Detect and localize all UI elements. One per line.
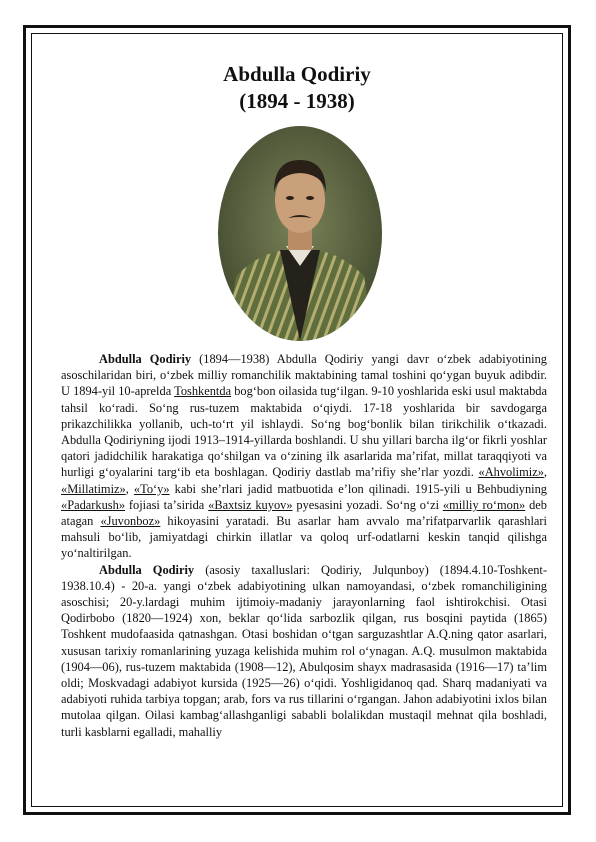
text-span: (asosiy taxalluslari: Qodiriy, Julqunboy) (1894.4.10-Toshkent-1938.10.4) - 20-a. yangi oʻzbek adabiyotining ulkan namoyandasi, oʻzbek romanchiligining asoschisi; 20-y.lardagi muhim ijtimoiy-madaniy jarayonlarning faol ishtirokchisi. Otasi Qodirbobo (1820—1924) xon, beklar qoʻlida sarbozlik qilgan, rus bosqini paytida (1865) Toshkent mudofaasida qatnashgan. Otasi boshidan oʻtgan sarguzashtlar A.Q.ning qator asarlari, xususan tarixiy romanlarining yuzaga kelishida muhim rol oʻynagan. A.Q. musulmon maktabida (1904—06), rus-tuzem maktabida (1908—12), Abulqosim shayx madrasasida (1916—17) taʼlim oldi; Moskvadagi adabiyot kursida (1925—26) oʻqidi. Yoshligidanoq qad. Sharq madaniyati va adabiyoti ruhida tarbiya topgan; arab, fors va rus tillarini oʻrgangan. Jahon adabiyotini ixlos bilan mutolaa qilgan. Oilasi kambagʻallashganligi sababli bolalikdan mustaqil mehnat qila boshladi, turli kasblarni egalladi, mahalliy [61, 562, 547, 739]
link-millatimiz[interactable]: «Millatimiz» [61, 481, 126, 496]
text-span: deb atagan [61, 497, 547, 529]
link-toshkent[interactable]: Toshkentda [174, 384, 232, 399]
author-name-bold: Abdulla Qodiriy [99, 352, 192, 366]
portrait-photo [218, 126, 382, 341]
link-toy[interactable]: «Toʻy» [133, 481, 170, 496]
link-juvonboz[interactable]: «Juvonboz» [100, 514, 161, 529]
link-baxtsiz-kuyov[interactable]: «Baxtsiz kuyov» [208, 497, 293, 512]
author-name-bold: Abdulla Qodiriy [99, 562, 195, 577]
page-title: Abdulla Qodiriy [223, 62, 371, 86]
paragraph-2 [61, 562, 547, 740]
text-span: (1894—1938) Abdulla Qodiriy yangi davr oʻzbek adabiyotining asoschilaridan biri, oʻzbek milliy romanchilik maktabining tamal toshini qoʻygan buyuk adibdir. U 1894-yil 10-aprelda [61, 352, 548, 399]
biography-text [61, 351, 547, 740]
text-span: , [543, 465, 547, 480]
paragraph-1 [61, 351, 547, 562]
link-milliy-romon[interactable]: «milliy roʻmon» [442, 497, 526, 512]
link-ahvolimiz[interactable]: «Ahvolimiz» [478, 465, 544, 480]
text-span: , [125, 481, 134, 496]
text-span: hikoyasini yaratadi. Bu asarlar ham avvalo maʼrifatparvarlik qarashlari mahsuli boʻlib, jamiyatdagi chirkin illatlar va qoloq urf-odatlarni keskin tanqid qilishga yoʻnaltirilgan. [61, 514, 547, 561]
page-subtitle-years: (1894 - 1938) [239, 89, 355, 113]
text-span: fojiasi taʼsirida [125, 497, 209, 512]
text-span: kabi sheʼrlari jadid matbuotida eʼlon qilinadi. 1915-yili u Behbudiyning [169, 481, 547, 496]
link-padarkush[interactable]: «Padarkush» [61, 497, 126, 512]
text-span: pyesasini yozadi. Soʻng oʻzi [292, 497, 443, 512]
portrait-photo-icon [218, 126, 382, 341]
text-span: bogʻbon oilasida tugʻilgan. 9-10 yoshlarida eski usul maktabda tahsil koʻradi. Soʻng rus-tuzem maktabida oʻqiydi. 17-18 yoshlarida bir savdogarga prikazchilikka yollanib, uch-toʻrt yil ishlaydi. Soʻng bogʻbonlik bilan tirikchilik oʻtkazadi. Abdulla Qodiriyning ijodi 1913–1914-yillarda boshlandi. U shu yillari barcha ilgʻor fikrli yoshlar qatori jadidchilik harakatiga qoʻshilgan va oʻzining ilk asarlarida maʼrifat, millat taraqqiyoti va hurligi gʻoyalarini targʻib eta boshlagan. Qodiriy dastlab maʼrifiy sheʼrlar yozdi. [61, 384, 547, 480]
